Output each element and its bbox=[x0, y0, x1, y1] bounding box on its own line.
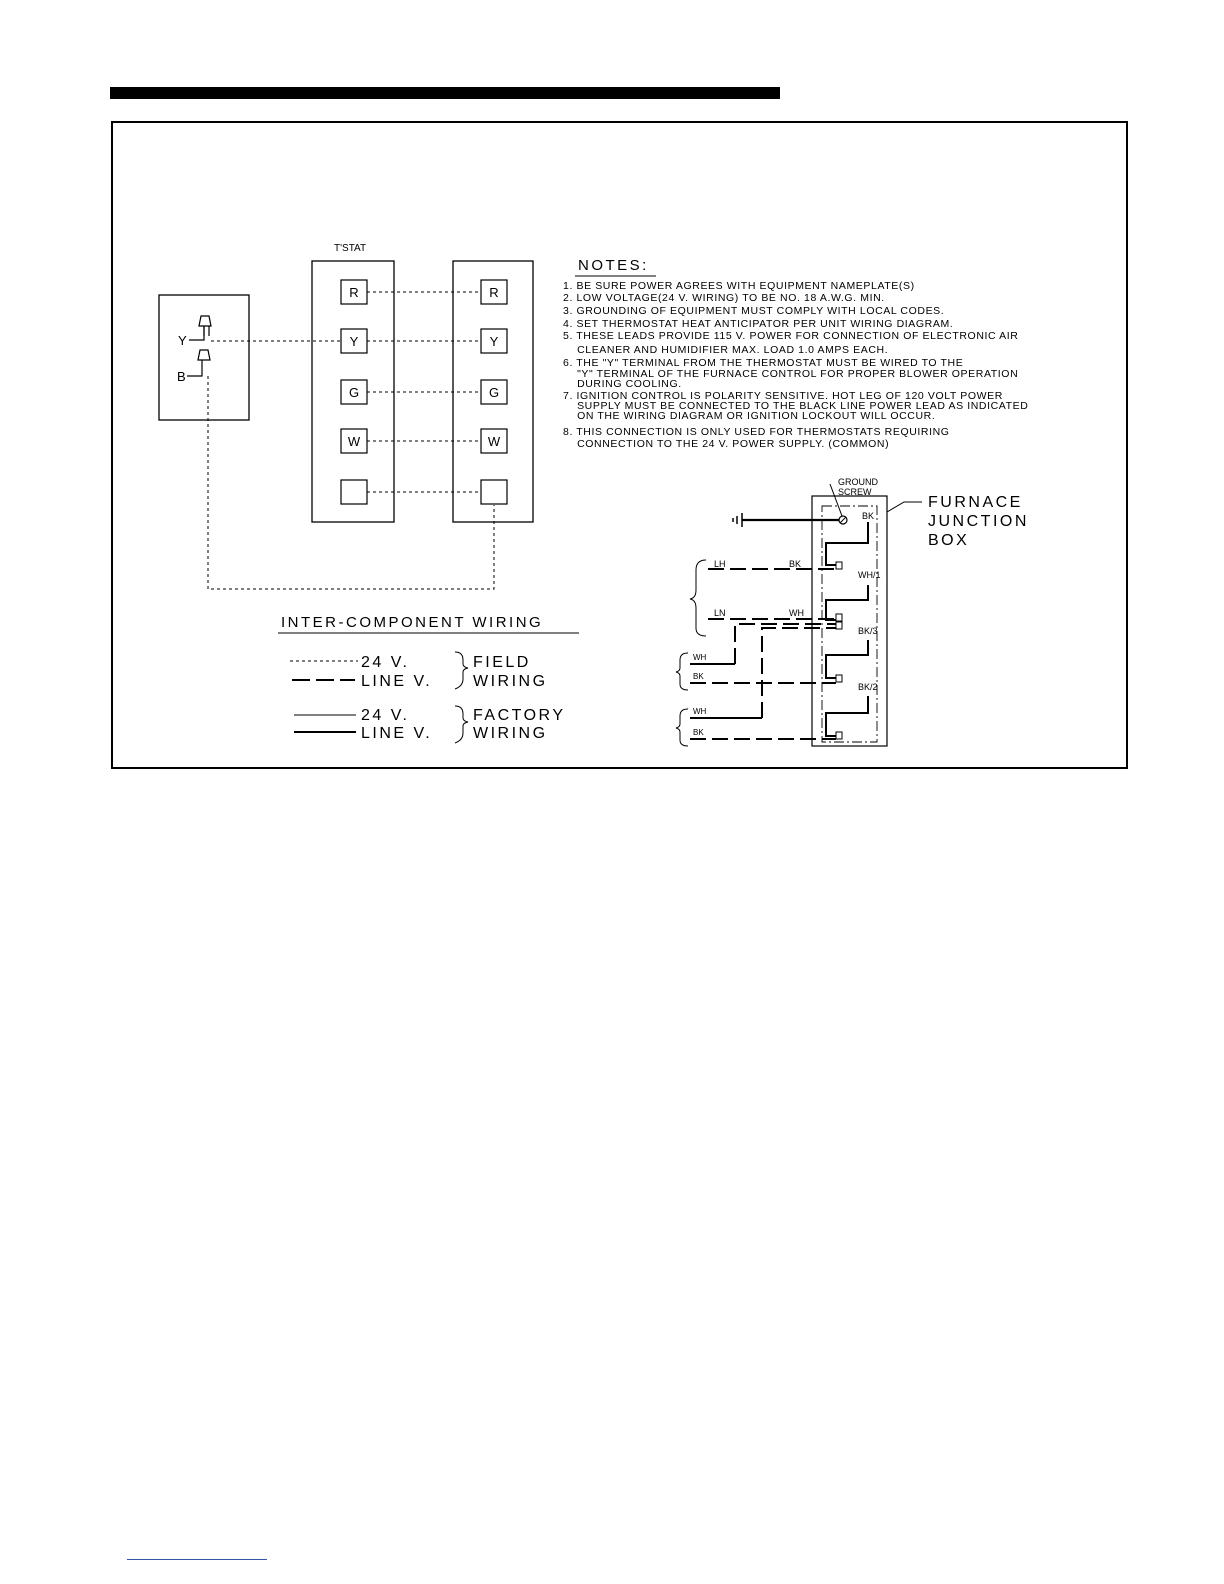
footer-link-line bbox=[127, 1559, 267, 1560]
field-line-wiring bbox=[690, 569, 836, 739]
tstat-label: T'STAT bbox=[334, 243, 367, 254]
outdoor-unit-box bbox=[159, 295, 249, 420]
ground-screw-label-1: GROUND bbox=[838, 477, 878, 487]
legend-title: INTER-COMPONENT WIRING bbox=[281, 614, 544, 631]
lead-label-wh: WH bbox=[789, 608, 804, 618]
notes-heading: NOTES: bbox=[578, 257, 649, 274]
earth-ground-icon bbox=[733, 513, 742, 527]
outdoor-b-connector-icon bbox=[187, 350, 210, 376]
note-line: ON THE WIRING DIAGRAM OR IGNITION LOCKOUT WILL OCCUR. bbox=[563, 410, 936, 422]
note-line: 4. SET THERMOSTAT HEAT ANTICIPATOR PER UNIT WIRING DIAGRAM. bbox=[563, 318, 954, 330]
legend-field-24v: 24 V. bbox=[361, 654, 410, 671]
legend-factory-label-1: FACTORY bbox=[473, 707, 566, 724]
thermostat-terminal-label: W bbox=[347, 434, 361, 449]
legend-field-label-2: WIRING bbox=[473, 673, 548, 690]
furnace-terminal-box bbox=[481, 480, 507, 504]
note-line: 3. GROUNDING OF EQUIPMENT MUST COMPLY WITH LOCAL CODES. bbox=[563, 305, 945, 317]
terminal-label-wh1: WH/1 bbox=[858, 570, 881, 580]
lead-label-acc1-bk: BK bbox=[693, 672, 704, 681]
note-line: 7. IGNITION CONTROL IS POLARITY SENSITIVE. HOT LEG OF 120 VOLT POWER bbox=[563, 390, 1003, 402]
furnace-terminal-label: G bbox=[488, 385, 500, 400]
thermostat-terminal-label: R bbox=[349, 285, 359, 300]
lead-label-acc1-wh: WH bbox=[693, 653, 707, 662]
thermostat-terminal-box bbox=[341, 480, 367, 504]
junction-box-outline bbox=[812, 496, 887, 746]
note-line: 2. LOW VOLTAGE(24 V. WIRING) TO BE NO. 18 A.W.G. MIN. bbox=[563, 292, 885, 304]
note-line: 1. BE SURE POWER AGREES WITH EQUIPMENT NAMEPLATE(S) bbox=[563, 280, 915, 292]
lead-label-acc2-bk: BK bbox=[693, 728, 704, 737]
legend-factory-label-2: WIRING bbox=[473, 725, 548, 742]
lead-label-bk: BK bbox=[789, 559, 802, 569]
furnace-terminal-label: W bbox=[487, 434, 501, 449]
legend-field-label-1: FIELD bbox=[473, 654, 531, 671]
furnace-junction-title-3: BOX bbox=[928, 532, 970, 549]
legend-factory-24v: 24 V. bbox=[361, 707, 410, 724]
furnace-terminal-label: R bbox=[489, 285, 499, 300]
outdoor-y-label: Y bbox=[178, 333, 187, 348]
thermostat-terminal-label: Y bbox=[349, 334, 359, 349]
terminal-label-bk: BK bbox=[862, 511, 875, 521]
lead-label-acc2-wh: WH bbox=[693, 707, 707, 716]
note-line: "Y" TERMINAL OF THE FURNACE CONTROL FOR PROPER BLOWER OPERATION bbox=[563, 368, 1019, 380]
furnace-terminal-label: Y bbox=[489, 334, 499, 349]
note-line: CLEANER AND HUMIDIFIER MAX. LOAD 1.0 AMPS EACH. bbox=[563, 344, 889, 356]
lead-label-ln: LN bbox=[714, 608, 726, 618]
note-line: DURING COOLING. bbox=[563, 378, 682, 390]
outdoor-y-connector-icon bbox=[189, 316, 211, 340]
legend-factory-line: LINE V. bbox=[361, 725, 433, 742]
furnace-junction-title-1: FURNACE bbox=[928, 494, 1023, 511]
note-line: 6. THE "Y" TERMINAL FROM THE THERMOSTAT MUST BE WIRED TO THE bbox=[563, 357, 964, 369]
note-line: 5. THESE LEADS PROVIDE 115 V. POWER FOR CONNECTION OF ELECTRONIC AIR bbox=[563, 330, 1019, 342]
lead-label-lh: LH bbox=[714, 559, 726, 569]
outdoor-b-label: B bbox=[177, 369, 186, 384]
legend-field-line: LINE V. bbox=[361, 673, 433, 690]
terminal-label-bk2: BK/2 bbox=[858, 682, 878, 692]
note-line: 8. THIS CONNECTION IS ONLY USED FOR THERMOSTATS REQUIRING bbox=[563, 426, 950, 438]
furnace-junction-title-2: JUNCTION bbox=[928, 513, 1029, 530]
note-line: CONNECTION TO THE 24 V. POWER SUPPLY. (COMMON) bbox=[563, 438, 890, 450]
ground-screw-label-2: SCREW bbox=[838, 487, 872, 497]
thermostat-terminal-label: G bbox=[348, 385, 360, 400]
note-line: SUPPLY MUST BE CONNECTED TO THE BLACK LINE POWER LEAD AS INDICATED bbox=[563, 400, 1029, 412]
terminal-label-bk3: BK/3 bbox=[858, 626, 878, 636]
